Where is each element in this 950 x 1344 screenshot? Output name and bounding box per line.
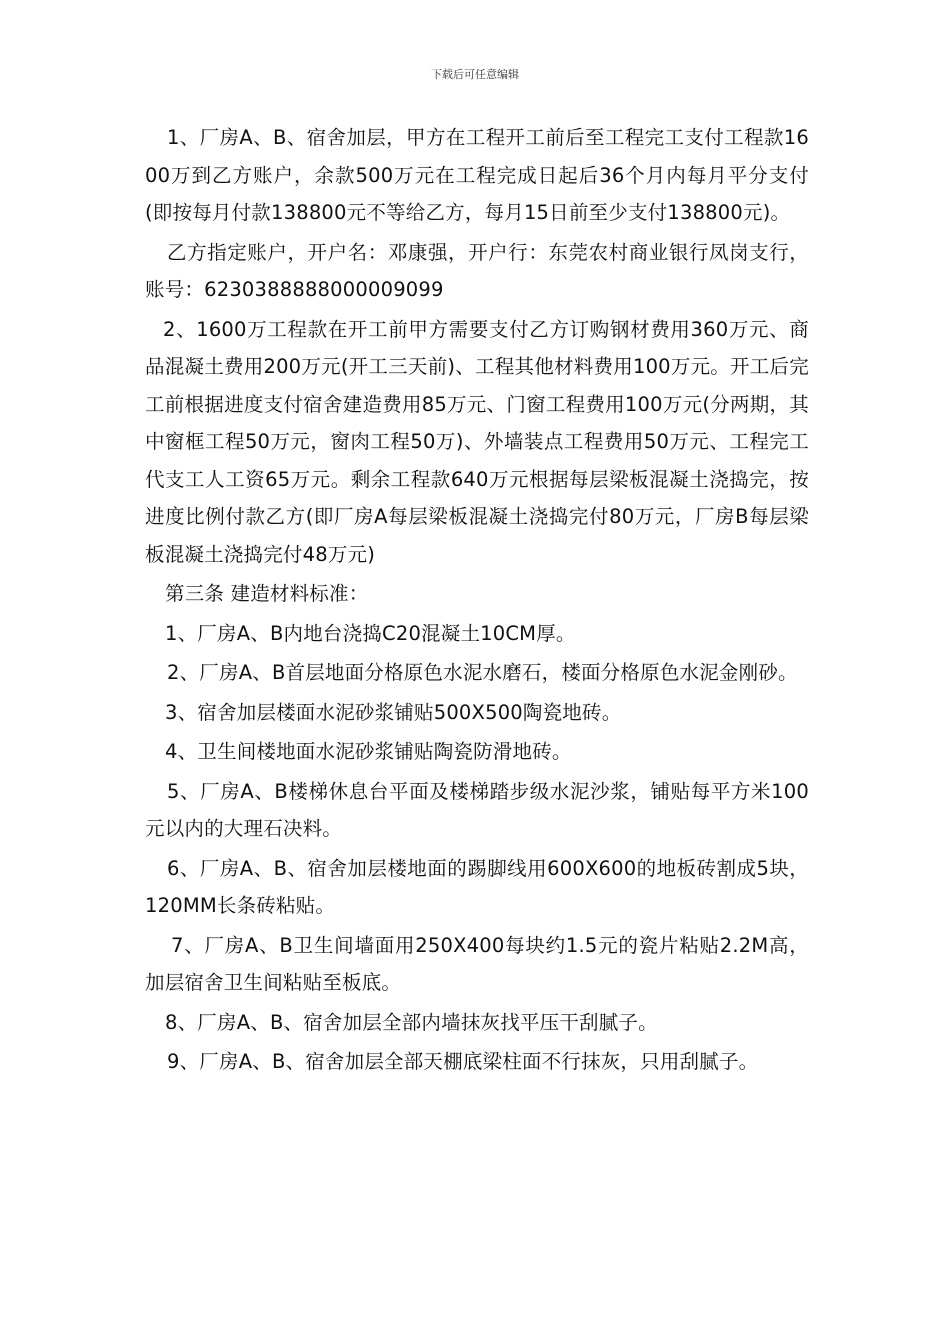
paragraph-material-4: 4、卫生间楼地面水泥砂浆铺贴陶瓷防滑地砖。 (165, 740, 572, 763)
paragraph-bank-account: 乙方指定账户，开户名：邓康强，开户行：东莞农村商业银行凤岗支行，账号：6230388888000009099 (145, 240, 809, 301)
section-heading-materials: 第三条 建造材料标准： (165, 582, 369, 605)
paragraph-payment-1: 1、厂房A、B、宿舍加层，甲方在工程开工前后至工程完工支付工程款1600万到乙方账户，余款500万元在工程完成日起后36个月内每月平分支付(即按每月付款138800元不等给乙方，每月15日前至少支付138800元)。 (145, 126, 809, 224)
paragraph-material-3: 3、宿舍加层楼面水泥砂浆铺贴500X500陶瓷地砖。 (165, 700, 622, 724)
paragraph-material-8: 8、厂房A、B、宿舍加层全部内墙抹灰找平压干刮腻子。 (165, 1010, 658, 1034)
paragraph-material-6: 6、厂房A、B、宿舍加层楼地面的踢脚线用600X600的地板砖割成5块，120MM长条砖粘贴。 (145, 856, 809, 917)
document-body (145, 119, 809, 1083)
paragraph-payment-2: 2、1600万工程款在开工前甲方需要支付乙方订购钢材费用360万元、商品混凝土费用200万元(开工三天前)、工程其他材料费用100万元。开工后完工前根据进度支付宿舍建造费用85万元、门窗工程费用100万元(分两期，其中窗框工程50万元，窗肉工程50万)、外墙装点工程费用50万元、工程完工代支工人工资65万元。剩余工程款640万元根据每层梁板混凝土浇捣完，按进度比例付款乙方(即厂房A每层梁板混凝土浇捣完付80万元，厂房B每层梁板混凝土浇捣完付48万元) (145, 317, 809, 566)
paragraph-material-7: 7、厂房A、B卫生间墙面用250X400每块约1.5元的瓷片粘贴2.2M高，加层宿舍卫生间粘贴至板底。 (145, 933, 809, 994)
paragraph-material-5: 5、厂房A、B楼梯休息台平面及楼梯踏步级水泥沙浆，铺贴每平方米100元以内的大理石决料。 (145, 779, 809, 840)
page-header: 下载后可任意编辑 (431, 68, 519, 81)
paragraph-material-1: 1、厂房A、B内地台浇捣C20混凝土10CM厚。 (165, 621, 576, 645)
paragraph-material-2: 2、厂房A、B首层地面分格原色水泥水磨石，楼面分格原色水泥金刚砂。 (167, 661, 798, 684)
paragraph-material-9: 9、厂房A、B、宿舍加层全部天棚底梁柱面不行抹灰，只用刮腻子。 (167, 1050, 759, 1073)
